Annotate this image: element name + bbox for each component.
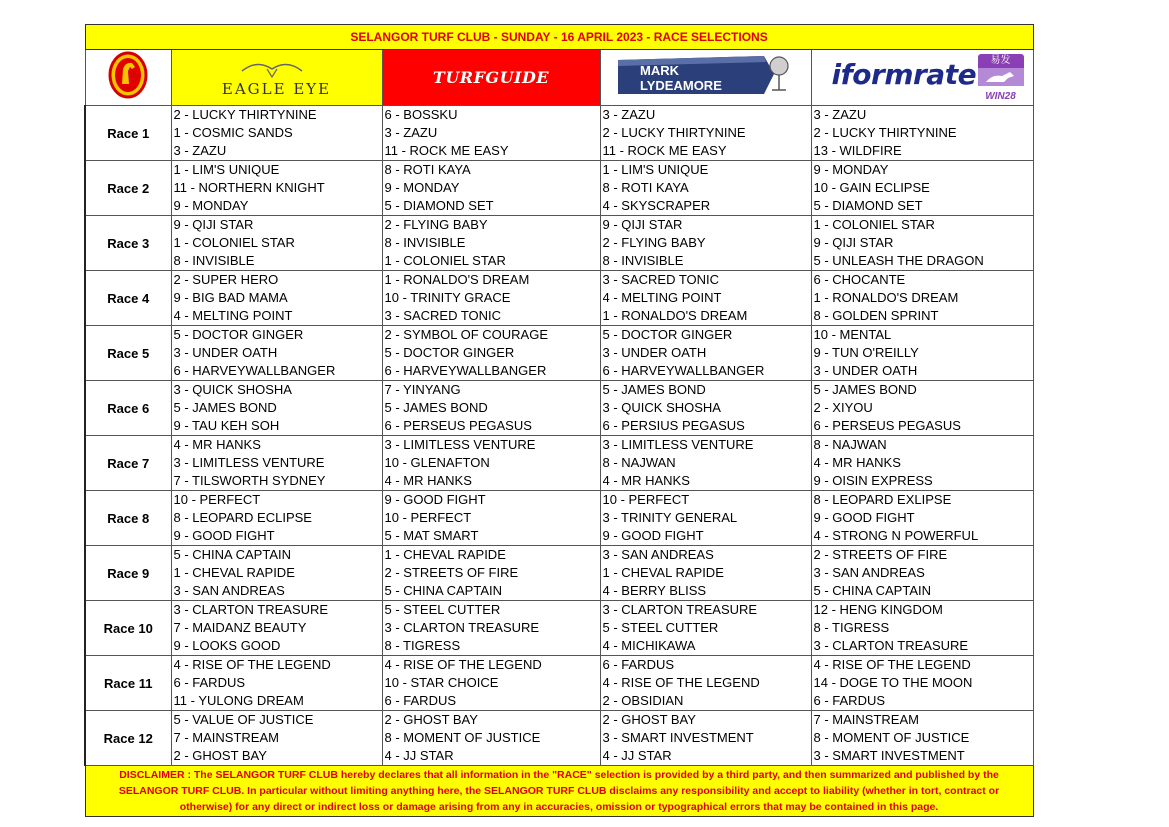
- horse-pick: 1 - RONALDO'S DREAM: [384, 272, 530, 287]
- horse-pick: 4 - STRONG N POWERFUL: [813, 528, 979, 543]
- horse-pick: 9 - GOOD FIGHT: [602, 528, 704, 543]
- horse-pick: 5 - JAMES BOND: [173, 400, 277, 415]
- page-title: SELANGOR TURF CLUB - SUNDAY - 16 APRIL 2023 - RACE SELECTIONS: [85, 25, 1033, 50]
- race-label: Race 4: [85, 271, 171, 326]
- selection-cell: [600, 326, 811, 381]
- selection-cell: [171, 491, 382, 546]
- horse-pick: 14 - DOGE TO THE MOON: [813, 675, 973, 690]
- horse-pick: 8 - TIGRESS: [384, 638, 461, 653]
- race-row: [85, 216, 1033, 271]
- selection-cell: [171, 601, 382, 656]
- race-label: Race 1: [85, 106, 171, 161]
- horse-pick: 11 - ROCK ME EASY: [602, 143, 727, 158]
- selection-cell: [811, 436, 1033, 491]
- horse-pick: 10 - PERFECT: [384, 510, 472, 525]
- win28-badge: [978, 54, 1024, 102]
- horse-pick: 9 - LOOKS GOOD: [173, 638, 281, 653]
- horse-pick: 10 - TRINITY GRACE: [384, 290, 511, 305]
- race-row: [85, 601, 1033, 656]
- horse-pick: 5 - DIAMOND SET: [384, 198, 494, 213]
- selection-cell: [811, 381, 1033, 436]
- horse-pick: 6 - FARDUS: [384, 693, 457, 708]
- race-label: Race 9: [85, 546, 171, 601]
- horse-pick: 3 - SMART INVESTMENT: [602, 730, 754, 745]
- selection-cell: [811, 656, 1033, 711]
- horse-pick: 3 - SAN ANDREAS: [602, 547, 714, 562]
- horse-pick: 2 - FLYING BABY: [384, 217, 488, 232]
- horse-pick: 3 - UNDER OATH: [602, 345, 707, 360]
- horse-pick: 2 - GHOST BAY: [173, 748, 267, 763]
- horse-pick: 2 - LUCKY THIRTYNINE: [602, 125, 746, 140]
- race-row: [85, 436, 1033, 491]
- horse-pick: 8 - INVISIBLE: [173, 253, 255, 268]
- race-row: [85, 271, 1033, 326]
- iformrate-wordmark: iformrate: [831, 58, 977, 91]
- selection-cell: [600, 601, 811, 656]
- selection-cell: [600, 436, 811, 491]
- horse-pick: 8 - INVISIBLE: [602, 253, 684, 268]
- selection-cell: [600, 216, 811, 271]
- eagle-eye-logo: [171, 50, 382, 106]
- horse-pick: 9 - GOOD FIGHT: [384, 492, 486, 507]
- selection-cell: [382, 161, 600, 216]
- selection-cell: [600, 546, 811, 601]
- horse-pick: 3 - SMART INVESTMENT: [813, 748, 965, 763]
- selection-cell: [600, 491, 811, 546]
- race-label: Race 5: [85, 326, 171, 381]
- horse-pick: 7 - TILSWORTH SYDNEY: [173, 473, 326, 488]
- selection-cell: [382, 326, 600, 381]
- horse-pick: 6 - FARDUS: [173, 675, 246, 690]
- horse-pick: 4 - RISE OF THE LEGEND: [173, 657, 331, 672]
- horse-pick: 3 - SAN ANDREAS: [173, 583, 285, 598]
- horse-pick: 10 - GLENAFTON: [384, 455, 490, 470]
- selections-table: [84, 24, 1034, 817]
- horse-pick: 5 - DOCTOR GINGER: [384, 345, 515, 360]
- race-row: [85, 326, 1033, 381]
- selection-cell: [382, 381, 600, 436]
- selection-cell: [811, 161, 1033, 216]
- win28-chinese-label: 易发: [978, 54, 1024, 68]
- horse-pick: 11 - NORTHERN KNIGHT: [173, 180, 325, 195]
- horse-pick: 1 - CHEVAL RAPIDE: [602, 565, 724, 580]
- horse-pick: 2 - SYMBOL OF COURAGE: [384, 327, 548, 342]
- selection-cell: [811, 491, 1033, 546]
- logo-row: [85, 50, 1033, 106]
- horse-pick: 5 - STEEL CUTTER: [384, 602, 501, 617]
- horse-pick: 3 - UNDER OATH: [173, 345, 278, 360]
- horse-pick: 6 - HARVEYWALLBANGER: [602, 363, 765, 378]
- horse-pick: 9 - MONDAY: [173, 198, 249, 213]
- selection-cell: [600, 271, 811, 326]
- selection-cell: [171, 436, 382, 491]
- horse-pick: 6 - PERSEUS PEGASUS: [813, 418, 961, 433]
- selection-cell: [171, 656, 382, 711]
- horse-pick: 8 - ROTI KAYA: [602, 180, 689, 195]
- horse-pick: 6 - BOSSKU: [384, 107, 458, 122]
- horse-pick: 9 - GOOD FIGHT: [813, 510, 915, 525]
- horse-pick: 7 - MAINSTREAM: [813, 712, 919, 727]
- horse-pick: 3 - CLARTON TREASURE: [384, 620, 540, 635]
- horse-pick: 8 - TIGRESS: [813, 620, 890, 635]
- horse-pick: 9 - TAU KEH SOH: [173, 418, 280, 433]
- horse-pick: 4 - JJ STAR: [602, 748, 672, 763]
- horse-pick: 4 - MR HANKS: [813, 455, 901, 470]
- horse-pick: 6 - HARVEYWALLBANGER: [384, 363, 547, 378]
- selection-cell: [171, 106, 382, 161]
- horse-pick: 7 - MAIDANZ BEAUTY: [173, 620, 307, 635]
- selection-cell: [811, 106, 1033, 161]
- selection-cell: [600, 106, 811, 161]
- horse-pick: 1 - COLONIEL STAR: [384, 253, 506, 268]
- horse-pick: 2 - FLYING BABY: [602, 235, 706, 250]
- selection-cell: [600, 711, 811, 766]
- race-label: Race 7: [85, 436, 171, 491]
- horse-pick: 7 - MAINSTREAM: [173, 730, 279, 745]
- horse-pick: 3 - QUICK SHOSHA: [173, 382, 292, 397]
- horse-pick: 3 - CLARTON TREASURE: [173, 602, 329, 617]
- horse-pick: 6 - PERSEUS PEGASUS: [384, 418, 532, 433]
- horse-pick: 4 - MELTING POINT: [602, 290, 722, 305]
- selection-cell: [382, 601, 600, 656]
- horse-pick: 6 - PERSIUS PEGASUS: [602, 418, 745, 433]
- selection-cell: [382, 216, 600, 271]
- race-label: Race 10: [85, 601, 171, 656]
- horse-pick: 5 - CHINA CAPTAIN: [173, 547, 292, 562]
- horse-pick: 1 - RONALDO'S DREAM: [813, 290, 959, 305]
- horse-pick: 2 - OBSIDIAN: [602, 693, 684, 708]
- horse-pick: 3 - QUICK SHOSHA: [602, 400, 721, 415]
- horse-pick: 4 - MELTING POINT: [173, 308, 293, 323]
- horse-pick: 10 - PERFECT: [602, 492, 690, 507]
- selection-cell: [811, 546, 1033, 601]
- race-label: Race 6: [85, 381, 171, 436]
- horse-pick: 4 - MICHIKAWA: [602, 638, 696, 653]
- race-label: Race 2: [85, 161, 171, 216]
- horse-pick: 10 - STAR CHOICE: [384, 675, 499, 690]
- iformrate-logo: [811, 50, 1033, 106]
- horse-pick: 4 - MR HANKS: [602, 473, 690, 488]
- race-row: [85, 161, 1033, 216]
- horse-pick: 4 - BERRY BLISS: [602, 583, 707, 598]
- horse-pick: 6 - FARDUS: [602, 657, 675, 672]
- horse-pick: 1 - RONALDO'S DREAM: [602, 308, 748, 323]
- horse-pick: 3 - LIMITLESS VENTURE: [173, 455, 325, 470]
- selection-cell: [811, 711, 1033, 766]
- race-selections-sheet: [84, 24, 1032, 817]
- selection-cell: [171, 546, 382, 601]
- race-row: [85, 381, 1033, 436]
- horse-pick: 6 - CHOCANTE: [813, 272, 906, 287]
- horse-pick: 9 - OISIN EXPRESS: [813, 473, 933, 488]
- horse-pick: 9 - TUN O'REILLY: [813, 345, 919, 360]
- horse-pick: 3 - ZAZU: [173, 143, 227, 158]
- selangor-turf-club-logo: [85, 50, 171, 106]
- selection-cell: [811, 601, 1033, 656]
- horse-pick: 3 - SAN ANDREAS: [813, 565, 925, 580]
- horse-pick: 8 - INVISIBLE: [384, 235, 466, 250]
- horse-pick: 9 - MONDAY: [384, 180, 460, 195]
- selection-cell: [811, 271, 1033, 326]
- horse-pick: 9 - QIJI STAR: [813, 235, 894, 250]
- horse-pick: 5 - JAMES BOND: [602, 382, 706, 397]
- selection-cell: [382, 711, 600, 766]
- horse-pick: 2 - STREETS OF FIRE: [384, 565, 519, 580]
- horse-pick: 5 - CHINA CAPTAIN: [384, 583, 503, 598]
- horse-pick: 4 - RISE OF THE LEGEND: [813, 657, 971, 672]
- horse-pick: 5 - DIAMOND SET: [813, 198, 923, 213]
- horse-pick: 13 - WILDFIRE: [813, 143, 902, 158]
- horse-pick: 10 - PERFECT: [173, 492, 261, 507]
- horse-pick: 6 - FARDUS: [813, 693, 886, 708]
- lydeamore-word: LYDEAMORE: [639, 78, 722, 93]
- horse-pick: 5 - JAMES BOND: [813, 382, 917, 397]
- race-row: [85, 106, 1033, 161]
- horse-pick: 5 - MAT SMART: [384, 528, 479, 543]
- horse-pick: 2 - SUPER HERO: [173, 272, 279, 287]
- horse-pick: 5 - VALUE OF JUSTICE: [173, 712, 314, 727]
- horse-pick: 5 - UNLEASH THE DRAGON: [813, 253, 984, 268]
- horse-pick: 5 - DOCTOR GINGER: [173, 327, 304, 342]
- horse-pick: 5 - STEEL CUTTER: [602, 620, 719, 635]
- horse-pick: 1 - LIM'S UNIQUE: [173, 162, 280, 177]
- disclaimer-row: [85, 766, 1033, 817]
- race-row: [85, 711, 1033, 766]
- horse-pick: 12 - HENG KINGDOM: [813, 602, 943, 617]
- race-row: [85, 491, 1033, 546]
- horse-pick: 8 - LEOPARD ECLIPSE: [173, 510, 312, 525]
- race-label: Race 8: [85, 491, 171, 546]
- mark-lydeamore-logo: [600, 50, 811, 106]
- horse-pick: 8 - MOMENT OF JUSTICE: [813, 730, 970, 745]
- mark-lydeamore-banner-icon: [614, 50, 798, 100]
- horse-pick: 3 - ZAZU: [384, 125, 438, 140]
- horse-pick: 1 - COLONIEL STAR: [813, 217, 935, 232]
- jockey-horse-icon: [978, 68, 1024, 86]
- selection-cell: [382, 436, 600, 491]
- horse-pick: 3 - ZAZU: [602, 107, 656, 122]
- horse-pick: 6 - HARVEYWALLBANGER: [173, 363, 336, 378]
- horse-pick: 9 - MONDAY: [813, 162, 889, 177]
- horse-pick: 2 - GHOST BAY: [384, 712, 478, 727]
- horse-pick: 3 - CLARTON TREASURE: [602, 602, 758, 617]
- selection-cell: [171, 161, 382, 216]
- win28-label: WIN28: [985, 91, 1016, 102]
- horse-pick: 4 - RISE OF THE LEGEND: [384, 657, 542, 672]
- selection-cell: [382, 656, 600, 711]
- selection-cell: [382, 271, 600, 326]
- selection-cell: [811, 326, 1033, 381]
- horse-pick: 9 - QIJI STAR: [173, 217, 254, 232]
- horse-pick: 8 - NAJWAN: [602, 455, 676, 470]
- horse-pick: 1 - LIM'S UNIQUE: [602, 162, 709, 177]
- selection-cell: [171, 271, 382, 326]
- horse-pick: 4 - RISE OF THE LEGEND: [602, 675, 760, 690]
- horse-pick: 10 - MENTAL: [813, 327, 892, 342]
- selection-cell: [171, 326, 382, 381]
- selection-cell: [382, 491, 600, 546]
- selection-cell: [171, 711, 382, 766]
- horse-pick: 11 - ROCK ME EASY: [384, 143, 509, 158]
- horse-pick: 9 - QIJI STAR: [602, 217, 683, 232]
- horse-pick: 8 - GOLDEN SPRINT: [813, 308, 939, 323]
- horse-pick: 8 - LEOPARD EXLIPSE: [813, 492, 952, 507]
- turfguide-logo: [382, 50, 600, 106]
- horse-pick: 2 - STREETS OF FIRE: [813, 547, 948, 562]
- horse-pick: 3 - SACRED TONIC: [384, 308, 502, 323]
- title-row: [85, 25, 1033, 50]
- race-label: Race 3: [85, 216, 171, 271]
- horse-pick: 3 - TRINITY GENERAL: [602, 510, 738, 525]
- horse-pick: 2 - XIYOU: [813, 400, 873, 415]
- stc-horse-emblem-icon: [108, 51, 148, 99]
- horse-pick: 5 - JAMES BOND: [384, 400, 488, 415]
- horse-pick: 1 - COLONIEL STAR: [173, 235, 295, 250]
- horse-pick: 4 - JJ STAR: [384, 748, 454, 763]
- horse-pick: 9 - GOOD FIGHT: [173, 528, 275, 543]
- selection-cell: [811, 216, 1033, 271]
- horse-pick: 4 - MR HANKS: [384, 473, 472, 488]
- horse-pick: 1 - COSMIC SANDS: [173, 125, 293, 140]
- selection-cell: [171, 216, 382, 271]
- horse-pick: 2 - LUCKY THIRTYNINE: [813, 125, 957, 140]
- horse-pick: 8 - NAJWAN: [813, 437, 887, 452]
- turfguide-wordmark: TURFGUIDE: [432, 67, 550, 87]
- race-label: Race 11: [85, 656, 171, 711]
- selection-cell: [600, 656, 811, 711]
- horse-pick: 5 - CHINA CAPTAIN: [813, 583, 932, 598]
- selection-cell: [382, 106, 600, 161]
- selection-cell: [600, 381, 811, 436]
- horse-pick: 3 - UNDER OATH: [813, 363, 918, 378]
- horse-pick: 3 - LIMITLESS VENTURE: [384, 437, 536, 452]
- race-row: [85, 656, 1033, 711]
- eagle-eye-wordmark: EAGLE EYE: [221, 80, 332, 98]
- horse-pick: 3 - CLARTON TREASURE: [813, 638, 969, 653]
- horse-pick: 11 - YULONG DREAM: [173, 693, 304, 708]
- horse-pick: 7 - YINYANG: [384, 382, 461, 397]
- selection-cell: [382, 546, 600, 601]
- horse-pick: 3 - ZAZU: [813, 107, 867, 122]
- selection-cell: [171, 381, 382, 436]
- horse-pick: 8 - ROTI KAYA: [384, 162, 471, 177]
- horse-pick: 2 - LUCKY THIRTYNINE: [173, 107, 317, 122]
- horse-pick: 4 - SKYSCRAPER: [602, 198, 711, 213]
- horse-pick: 5 - DOCTOR GINGER: [602, 327, 733, 342]
- mark-word: MARK: [639, 63, 679, 78]
- horse-pick: 1 - CHEVAL RAPIDE: [384, 547, 506, 562]
- race-row: [85, 546, 1033, 601]
- horse-pick: 10 - GAIN ECLIPSE: [813, 180, 930, 195]
- race-label: Race 12: [85, 711, 171, 766]
- horse-pick: 3 - SACRED TONIC: [602, 272, 720, 287]
- horse-pick: 3 - LIMITLESS VENTURE: [602, 437, 754, 452]
- disclaimer-text: DISCLAIMER : The SELANGOR TURF CLUB hereby declares that all information in the "RACE" selection is provided by a third party, and then summarized and published by the SELANGOR TURF CLUB. In particular without limiting anything here, the SELANGOR TURF CLUB disclaims any responsibility and accept to liability (whether in tort, contract or otherwise) for any direct or indirect loss or damage arising from any in accuracies, omission or typographical errors that may be contained in this page.: [85, 766, 1033, 817]
- horse-pick: 2 - GHOST BAY: [602, 712, 696, 727]
- horse-pick: 1 - CHEVAL RAPIDE: [173, 565, 295, 580]
- horse-pick: 4 - MR HANKS: [173, 437, 261, 452]
- selection-cell: [600, 161, 811, 216]
- horse-pick: 9 - BIG BAD MAMA: [173, 290, 288, 305]
- horse-pick: 8 - MOMENT OF JUSTICE: [384, 730, 541, 745]
